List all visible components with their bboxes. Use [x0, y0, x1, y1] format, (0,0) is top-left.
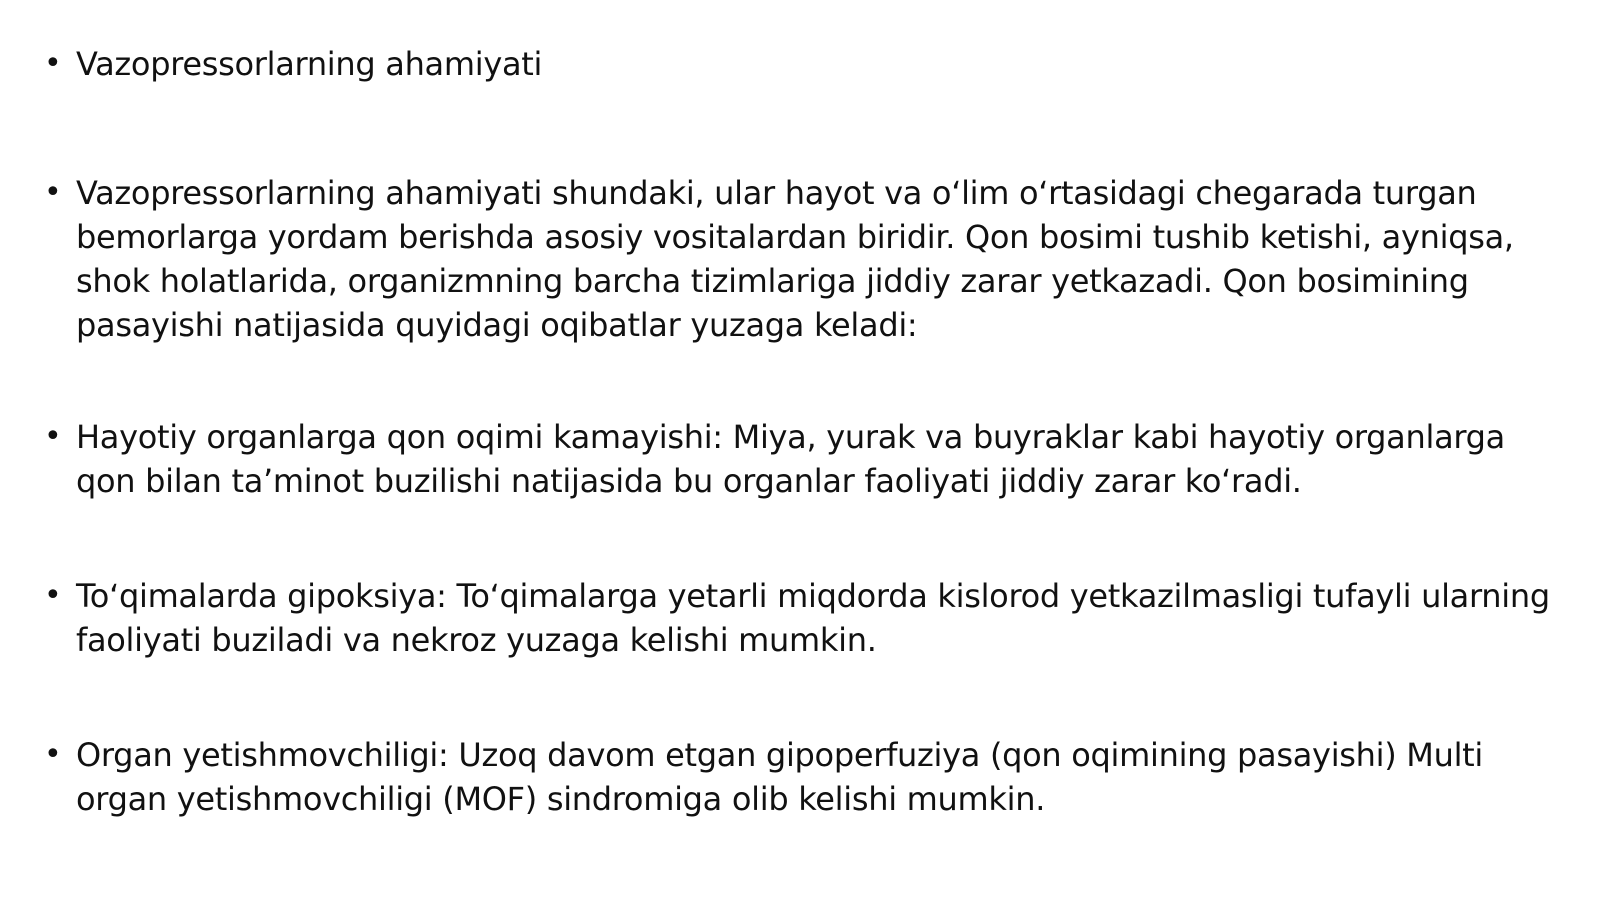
bullet-text: Hayotiy organlarga qon oqimi kamayishi: Miya, yurak va buyraklar kabi hayotiy organlarga qon bilan taʼminot buzilishi natijasida bu organlar faoliyati jiddiy zarar koʻradi. — [76, 418, 1505, 500]
bullet-text: Toʻqimalarda gipoksiya: Toʻqimalarga yetarli miqdorda kislorod yetkazilmasligi tufayli ularning faoliyati buziladi va nekroz yuzaga kelishi mumkin. — [76, 577, 1550, 659]
bullet-item-hypoxia — [40, 574, 1570, 662]
bullet-item-organ-failure — [40, 733, 1570, 821]
bullet-marker: • — [44, 419, 62, 454]
bullet-text: Organ yetishmovchiligi: Uzoq davom etgan gipoperfuziya (qon oqimining pasayishi) Multi organ yetishmovchiligi (MOF) sindromiga olib kelishi mumkin. — [76, 736, 1483, 818]
bullet-item-title — [40, 42, 1570, 86]
bullet-item-intro — [40, 171, 1570, 347]
bullet-marker: • — [44, 46, 62, 81]
bullet-text: Vazopressorlarning ahamiyati — [76, 45, 543, 83]
bullet-marker: • — [44, 578, 62, 613]
bullet-item-blood-flow — [40, 415, 1570, 503]
bullet-marker: • — [44, 175, 62, 210]
bullet-text: Vazopressorlarning ahamiyati shundaki, ular hayot va oʻlim oʻrtasidagi chegarada turgan bemorlarga yordam berishda asosiy vositalardan biridir. Qon bosimi tushib ketishi, ayniqsa, shok holatlarida, organizmning barcha tizimlariga jiddiy zarar yetkazadi. Qon bosimining pasayishi natijasida quyidagi oqibatlar yuzaga keladi: — [76, 174, 1514, 344]
bullet-marker: • — [44, 737, 62, 772]
